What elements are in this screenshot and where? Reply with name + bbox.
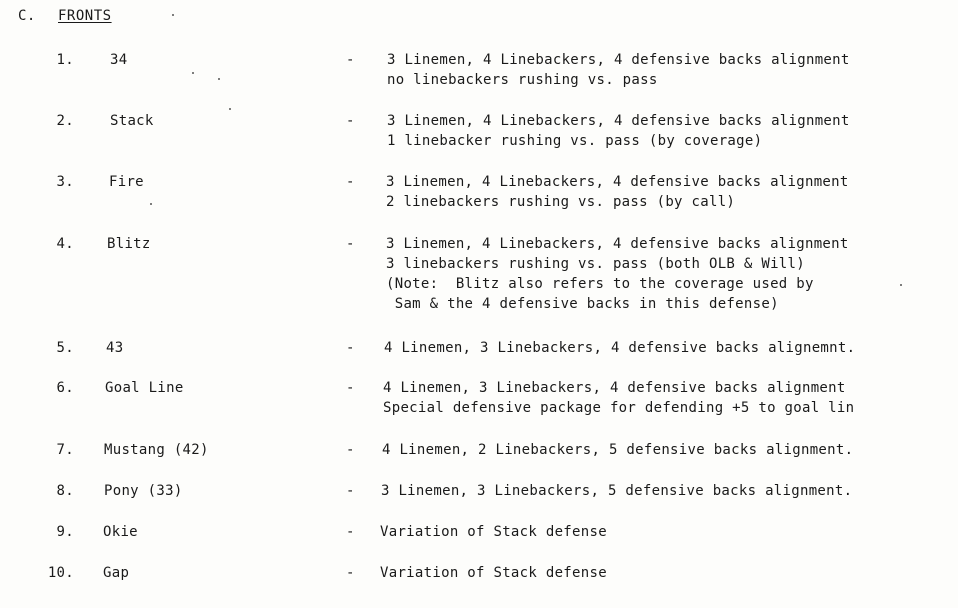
entry-dash: -: [346, 380, 355, 396]
front-name: Fire: [109, 174, 144, 190]
entry-dash: -: [346, 565, 355, 581]
front-description: Variation of Stack defense: [380, 565, 607, 581]
front-description: 3 Linemen, 4 Linebackers, 4 defensive backs alignment no linebackers rushing vs. pass: [387, 52, 850, 88]
front-name: Blitz: [107, 236, 151, 252]
section-letter: C.: [18, 8, 36, 24]
front-description: 3 Linemen, 4 Linebackers, 4 defensive backs alignment 2 linebackers rushing vs. pass (by call): [386, 174, 849, 210]
front-name: Stack: [110, 113, 154, 129]
front-description: Variation of Stack defense: [380, 524, 607, 540]
front-name: Gap: [103, 565, 130, 581]
entry-number: 9.: [56, 524, 74, 540]
scan-speck: [229, 108, 231, 110]
entry-dash: -: [346, 483, 355, 499]
entry-dash: -: [346, 174, 355, 190]
section-header: [18, 8, 112, 24]
entry-dash: -: [346, 113, 355, 129]
entry-number: 4.: [56, 236, 74, 252]
front-description: 4 Linemen, 2 Linebackers, 5 defensive backs alignment.: [382, 442, 854, 458]
entry-number: 1.: [56, 52, 74, 68]
scan-speck: [900, 284, 902, 286]
entry-dash: -: [346, 340, 355, 356]
entry-number: 2.: [56, 113, 74, 129]
scan-speck: [192, 72, 194, 74]
front-description: 4 Linemen, 3 Linebackers, 4 defensive backs alignment Special defensive package for defending +5 to goal lin: [383, 380, 855, 416]
front-name: Goal Line: [105, 380, 184, 396]
entry-number: 7.: [56, 442, 74, 458]
entry-number: 6.: [56, 380, 74, 396]
scan-speck: [172, 14, 174, 16]
entry-number: 3.: [56, 174, 74, 190]
front-name: Pony (33): [104, 483, 183, 499]
scan-speck: [218, 78, 220, 80]
entry-number: 10.: [47, 565, 74, 581]
entry-number: 8.: [56, 483, 74, 499]
front-name: 43: [106, 340, 124, 356]
section-title: FRONTS: [58, 8, 112, 24]
front-description: 3 Linemen, 3 Linebackers, 5 defensive backs alignment.: [381, 483, 853, 499]
entry-number: 5.: [56, 340, 74, 356]
front-name: 34: [110, 52, 128, 68]
front-name: Okie: [103, 524, 138, 540]
front-description: 3 Linemen, 4 Linebackers, 4 defensive backs alignment 3 linebackers rushing vs. pass (both OLB & Will) (Note: Blitz also refers to the coverage used by Sam & the 4 defensive backs in this defense): [386, 236, 849, 312]
entry-dash: -: [346, 52, 355, 68]
front-description: 3 Linemen, 4 Linebackers, 4 defensive backs alignment 1 linebacker rushing vs. pass (by coverage): [387, 113, 850, 149]
entry-dash: -: [346, 524, 355, 540]
front-name: Mustang (42): [104, 442, 209, 458]
scan-speck: [150, 203, 152, 205]
entry-dash: -: [346, 442, 355, 458]
front-description: 4 Linemen, 3 Linebackers, 4 defensive backs alignemnt.: [384, 340, 856, 356]
entry-dash: -: [346, 236, 355, 252]
